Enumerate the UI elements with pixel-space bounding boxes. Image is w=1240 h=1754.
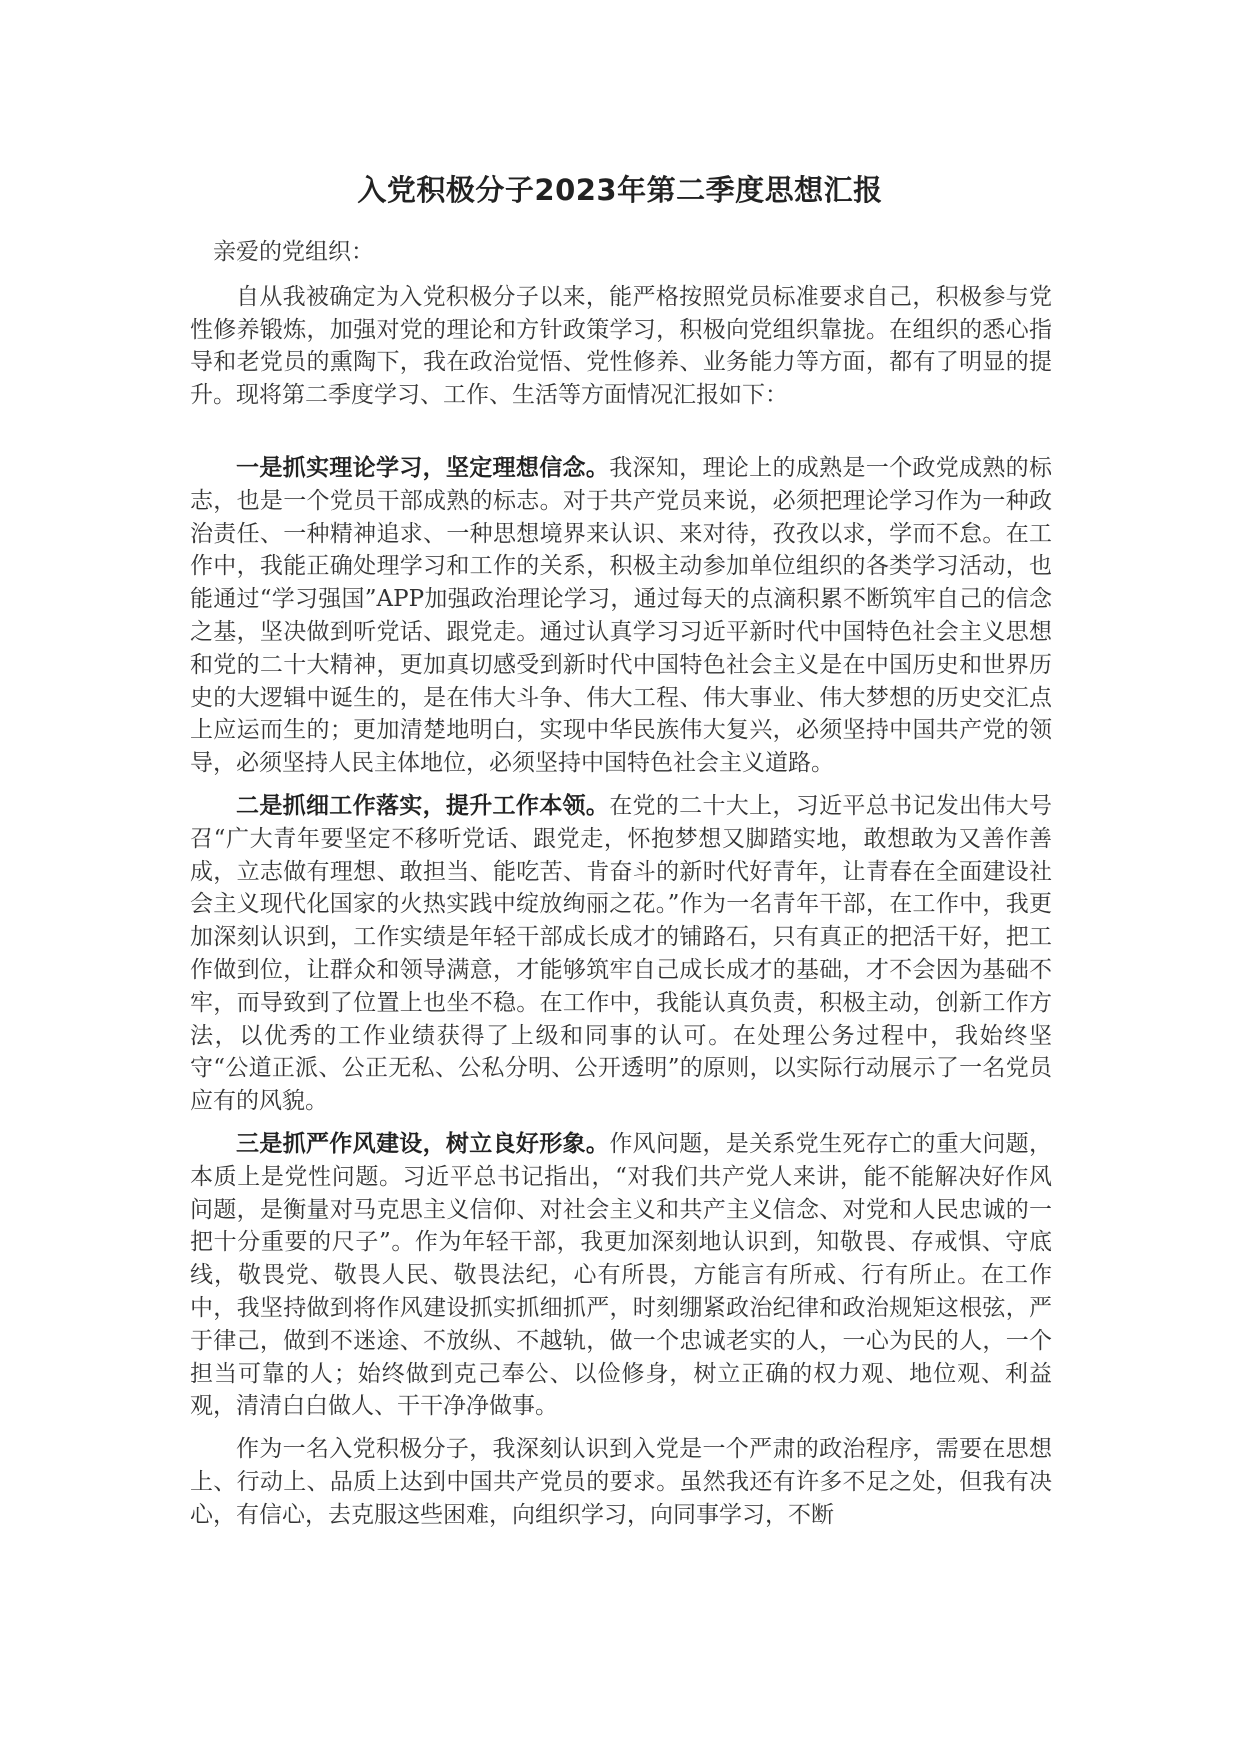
- section-paragraph-1: [190, 452, 1052, 780]
- section-text-1: 我深知，理论上的成熟是一个政党成熟的标志，也是一个党员干部成熟的标志。对于共产党员来说，必须把理论学习作为一种政治责任、一种精神追求、一种思想境界来认识、来对待，孜孜以求，学而不怠。在工作中，我能正确处理学习和工作的关系，积极主动参加单位组织的各类学习活动，也能通过“学习强国”APP加强政治理论学习，通过每天的点滴积累不断筑牢自己的信念之基，坚决做到听党话、跟党走。通过认真学习习近平新时代中国特色社会主义思想和党的二十大精神，更加真切感受到新时代中国特色社会主义是在中国历史和世界历史的大逻辑中诞生的，是在伟大斗争、伟大工程、伟大事业、伟大梦想的历史交汇点上应运而生的；更加清楚地明白，实现中华民族伟大复兴，必须坚持中国共产党的领导，必须坚持人民主体地位，必须坚持中国特色社会主义道路。: [190, 454, 1053, 777]
- section-paragraph-3: [190, 1128, 1052, 1423]
- section-paragraph-2: [190, 790, 1052, 1118]
- section-heading-2: 二是抓细工作落实，提升工作本领。: [236, 792, 610, 819]
- section-text-3: 作风问题，是关系党生死存亡的重大问题，本质上是党性问题。习近平总书记指出，“对我们共产党人来讲，能不能解决好作风问题，是衡量对马克思主义信仰、对社会主义和共产主义信念、对党和人民忠诚的一把十分重要的尺子”。作为年轻干部，我更加深刻地认识到，知敬畏、存戒惧、守底线，敬畏党、敬畏人民、敬畏法纪，心有所畏，方能言有所戒、行有所止。在工作中，我坚持做到将作风建设抓实抓细抓严，时刻绷紧政治纪律和政治规矩这根弦，严于律己，做到不迷途、不放纵、不越轨，做一个忠诚老实的人，一心为民的人，一个担当可靠的人；始终做到克己奉公、以俭修身，树立正确的权力观、地位观、利益观，清清白白做人、干干净净做事。: [190, 1130, 1053, 1420]
- section-heading-3: 三是抓严作风建设，树立良好形象。: [236, 1130, 610, 1157]
- section-text-2: 在党的二十大上，习近平总书记发出伟大号召“广大青年要坚定不移听党话、跟党走，怀抱梦想又脚踏实地，敢想敢为又善作善成，立志做有理想、敢担当、能吃苦、肯奋斗的新时代好青年，让青春在全面建设社会主义现代化国家的火热实践中绽放绚丽之花。”作为一名青年干部，在工作中，我更加深刻认识到，工作实绩是年轻干部成长成才的铺路石，只有真正的把活干好，把工作做到位，让群众和领导满意，才能够筑牢自己成长成才的基础，才不会因为基础不牢，而导致到了位置上也坐不稳。在工作中，我能认真负责，积极主动，创新工作方法，以优秀的工作业绩获得了上级和同事的认可。在处理公务过程中，我始终坚守“公道正派、公正无私、公私分明、公开透明”的原则，以实际行动展示了一名党员应有的风貌。: [190, 792, 1053, 1115]
- closing-paragraph: 作为一名入党积极分子，我深刻认识到入党是一个严肃的政治程序，需要在思想上、行动上、品质上达到中国共产党员的要求。虽然我还有许多不足之处，但我有决心，有信心，去克服这些困难，向组织学习，向同事学习，不断: [190, 1436, 1052, 1528]
- section-heading-1: 一是抓实理论学习，坚定理想信念。: [236, 454, 610, 481]
- intro-paragraph: 自从我被确定为入党积极分子以来，能严格按照党员标准要求自己，积极参与党性修养锻炼，加强对党的理论和方针政策学习，积极向党组织靠拢。在组织的悉心指导和老党员的熏陶下，我在政治觉悟、党性修养、业务能力等方面，都有了明显的提升。现将第二季度学习、工作、生活等方面情况汇报如下：: [190, 283, 1052, 409]
- document-title: 入党积极分子2023年第二季度思想汇报: [357, 173, 883, 207]
- document-body: [190, 236, 1052, 1531]
- salutation: 亲爱的党组织：: [213, 239, 374, 265]
